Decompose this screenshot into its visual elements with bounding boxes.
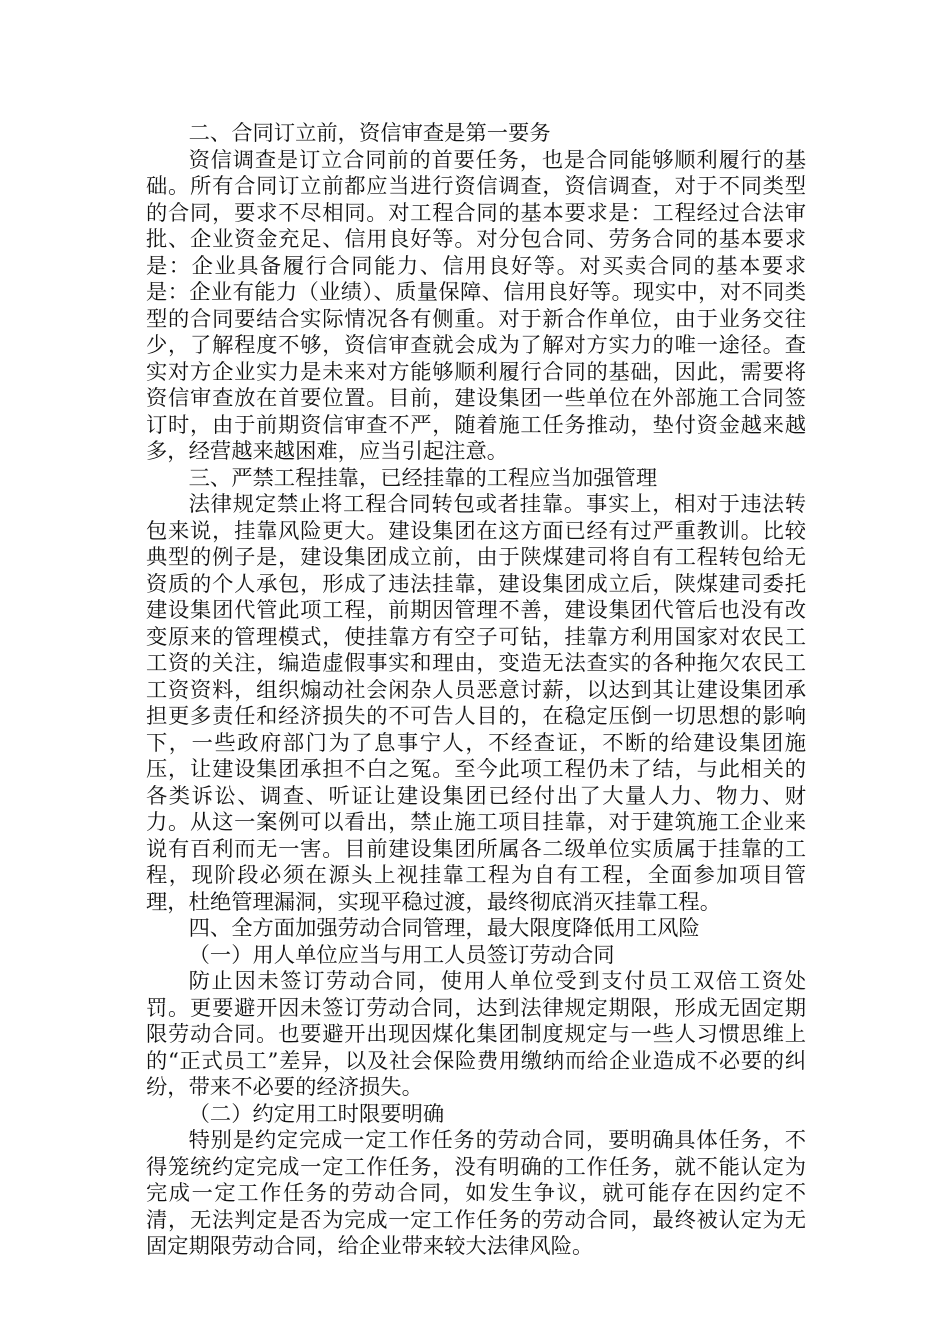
subsection-heading-4-2: （二）约定用工时限要明确 [188,1101,445,1127]
paragraph-employment-term: 特别是约定完成一定工作任务的劳动合同，要明确具体任务，不得笼统约定完成一定工作任务，没有明确的工作任务，就不能认定为完成一定工作任务的劳动合同，如发生争议，就可能存在因约定不清，无法判定是否为完成一定工作任务的劳动合同，最终被认定为无固定期限劳动合同，给企业带来较大法律风险。 [146,1128,806,1259]
section-heading-2: 二、合同订立前，资信审查是第一要务 [188,121,551,146]
paragraph-affiliation-ban: 法律规定禁止将工程合同转包或者挂靠。事实上，相对于违法转包来说，挂靠风险更大。建设集团在这方面已经有过严重教训。比较典型的例子是，建设集团成立前，由于陕煤建司将自有工程转包给无资质的个人承包，形成了违法挂靠，建设集团成立后，陕煤建司委托建设集团代管此项工程，前期因管理不善，建设集团代管后也没有改变原来的管理模式，使挂靠方有空子可钻，挂靠方利用国家对农民工工资的关注，编造虚假事实和理由，变造无法查实的各种拖欠农民工工资资料，组织煽动社会闲杂人员恶意讨薪，以达到其让建设集团承担更多责任和经济损失的不可告人目的，在稳定压倒一切思想的影响下，一些政府部门为了息事宁人，不经查证，不断的给建设集团施压，让建设集团承担不白之冤。至今此项工程仍未了结，与此相关的各类诉讼、调查、听证让建设集团已经付出了大量人力、物力、财力。从这一案例可以看出，禁止施工项目挂靠，对于建筑施工企业来说有百利而无一害。目前建设集团所属各二级单位实质属于挂靠的工程，现阶段必须在源头上视挂靠工程为自有工程，全面参加项目管理，杜绝管理漏洞，实现平稳过渡，最终彻底消灭挂靠工程。 [146,492,806,915]
section-heading-3: 三、严禁工程挂靠，已经挂靠的工程应当加强管理 [188,465,658,491]
paragraph-credit-review: 资信调查是订立合同前的首要任务，也是合同能够顺利履行的基础。所有合同订立前都应当进行资信调查，资信调查，对于不同类型的合同，要求不尽相同。对工程合同的基本要求是：工程经过合法审批、企业资金充足、信用良好等。对分包合同、劳务合同的基本要求是：企业具备履行合同能力、信用良好等。对买卖合同的基本要求是：企业有能力（业绩）、质量保障、信用良好等。现实中，对不同类型的合同要结合实际情况各有侧重。对于新合作单位，由于业务交往少，了解程度不够，资信审查就会成为了解对方实力的唯一途径。查实对方企业实力是未来对方能够顺利履行合同的基础，因此，需要将资信审查放在首要位置。目前，建设集团一些单位在外部施工合同签订时，由于前期资信审查不严，随着施工任务推动，垫付资金越来越多，经营越来越困难，应当引起注意。 [146,147,806,464]
paragraph-labor-contract: 防止因未签订劳动合同，使用人单位受到支付员工双倍工资处罚。更要避开因未签订劳动合同，达到法律规定期限，形成无固定期限劳动合同。也要避开出现因煤化集团制度规定与一些人习惯思维上的“正式员工”差异，以及社会保险费用缴纳而给企业造成不必要的纠纷，带来不必要的经济损失。 [146,969,806,1100]
document-page [146,121,806,1261]
subsection-heading-4-1: （一）用人单位应当与用工人员签订劳动合同 [188,942,615,968]
section-heading-4: 四、全方面加强劳动合同管理，最大限度降低用工风险 [188,916,700,941]
